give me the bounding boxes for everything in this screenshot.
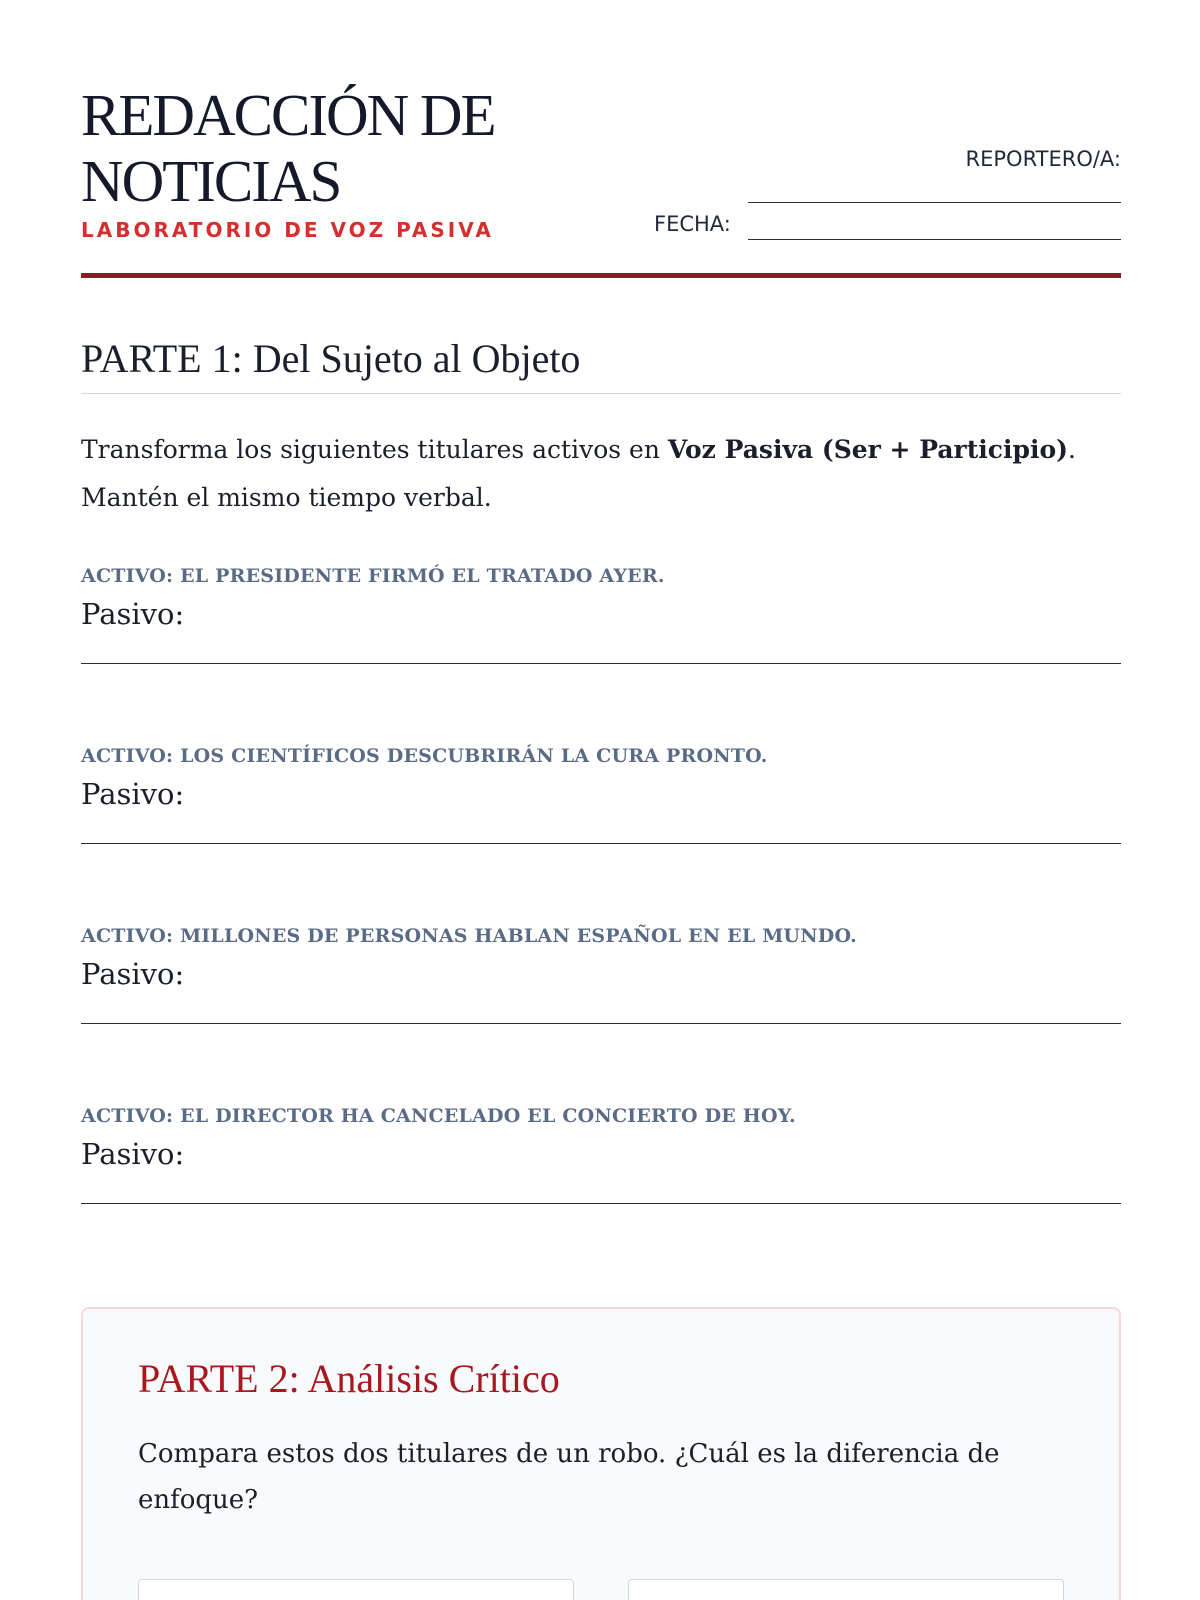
date-field[interactable] [748,239,1121,240]
instructions-suffix: . [1067,435,1076,464]
passive-label: Pasivo: [81,597,185,631]
page-title [81,82,601,214]
passive-answer-line[interactable] [81,1023,1121,1024]
reporter-label: REPORTERO/A: [965,147,1121,171]
exercise-item [81,743,1121,811]
active-sentence: ACTIVO: LOS CIENTÍFICOS DESCUBRIRÁN LA CURA PRONTO. [81,745,768,767]
passive-label: Pasivo: [81,777,185,811]
worksheet-header [81,82,1121,282]
instructions-line-2: Mantén el mismo tiempo verbal. [81,483,492,512]
headline-card-right [628,1579,1064,1600]
exercise-item [81,1103,1121,1171]
title-line-2: NOTICIAS [81,148,341,214]
passive-answer-line[interactable] [81,843,1121,844]
part1-instructions [81,426,1121,522]
page-subtitle: LABORATORIO DE VOZ PASIVA [81,218,494,242]
active-sentence: ACTIVO: EL PRESIDENTE FIRMÓ EL TRATADO AYER. [81,565,665,587]
reporter-field[interactable] [748,202,1121,203]
part1-divider [81,393,1121,394]
active-sentence: ACTIVO: EL DIRECTOR HA CANCELADO EL CONCIERTO DE HOY. [81,1105,796,1127]
passive-answer-line[interactable] [81,663,1121,664]
passive-label: Pasivo: [81,957,185,991]
part2-instructions: Compara estos dos titulares de un robo. ¿Cuál es la diferencia de enfoque? [138,1439,1000,1515]
passive-answer-line[interactable] [81,1203,1121,1204]
instructions-bold: Voz Pasiva (Ser + Participio) [667,435,1068,464]
date-label: FECHA: [654,212,731,236]
worksheet-page [81,0,1121,1600]
title-line-1: REDACCIÓN DE [81,82,495,148]
exercise-item [81,563,1121,631]
passive-label: Pasivo: [81,1137,185,1171]
part1-title: PARTE 1: Del Sujeto al Objeto [81,336,581,381]
active-sentence: ACTIVO: MILLONES DE PERSONAS HABLAN ESPAÑOL EN EL MUNDO. [81,925,857,947]
part2-title: PARTE 2: Análisis Crítico [138,1356,560,1401]
header-divider [81,273,1121,278]
part2-section [81,1307,1121,1600]
headline-card-left [138,1579,574,1600]
exercise-item [81,923,1121,991]
instructions-prefix: Transforma los siguientes titulares activos en [81,435,668,464]
